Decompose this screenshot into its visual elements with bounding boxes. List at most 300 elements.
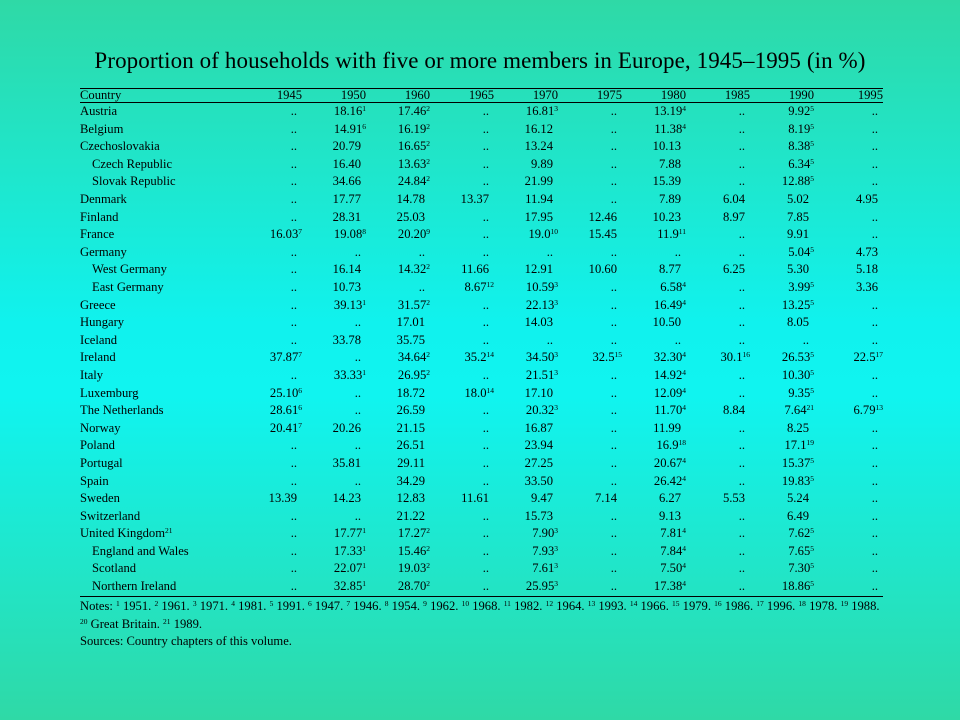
footnote-marker: 1 bbox=[362, 104, 366, 114]
table-cell: .. bbox=[738, 279, 745, 294]
table-cell: .. bbox=[738, 438, 745, 453]
table-cell: .. bbox=[354, 508, 361, 523]
table-cell: 13.37 bbox=[460, 192, 489, 207]
table-cell: 7.30$^5$ bbox=[788, 561, 814, 576]
footnote-marker: 2 bbox=[426, 561, 430, 571]
row-label: France bbox=[80, 227, 115, 242]
table-cell: 34.64$^2$ bbox=[397, 350, 430, 365]
table-cell: .. bbox=[610, 438, 617, 453]
table-cell: 15.73 bbox=[524, 508, 553, 523]
table-cell: .. bbox=[738, 227, 745, 242]
table-cell: 11.94 bbox=[525, 192, 553, 207]
table-cell: .. bbox=[290, 174, 297, 189]
table-cell: .. bbox=[738, 174, 745, 189]
table-cell: .. bbox=[802, 332, 809, 347]
table-cell: 23.94 bbox=[524, 438, 553, 453]
footnote-marker: 2 bbox=[426, 156, 430, 166]
table-cell: .. bbox=[354, 403, 361, 418]
table-cell: .. bbox=[418, 279, 425, 294]
footnote-item: $^{15}$ 1979. bbox=[672, 599, 711, 613]
table-cell: .. bbox=[610, 174, 617, 189]
footnote-marker: 13 bbox=[875, 403, 883, 413]
table-cell: .. bbox=[871, 209, 878, 224]
table-notes bbox=[80, 598, 890, 651]
footnote-marker: 4 bbox=[682, 473, 686, 483]
table-cell: .. bbox=[482, 561, 489, 576]
table-cell: .. bbox=[871, 121, 878, 136]
table-cell: 13.63$^2$ bbox=[397, 156, 430, 171]
footnote-marker: 11 bbox=[678, 227, 686, 237]
table-cell: .. bbox=[290, 279, 297, 294]
table-cell: 9.13 bbox=[658, 508, 681, 523]
row-label: The Netherlands bbox=[80, 403, 164, 418]
table-cell: 34.66 bbox=[332, 174, 361, 189]
table-cell: .. bbox=[610, 156, 617, 171]
table-cell: 5.30 bbox=[786, 262, 809, 277]
table-cell: .. bbox=[290, 156, 297, 171]
footnote-item: $^8$ 1954. bbox=[384, 599, 421, 613]
table-cell: 8.77 bbox=[658, 262, 681, 277]
table-cell: 4.95 bbox=[855, 192, 878, 207]
row-label: Austria bbox=[80, 104, 118, 119]
table-row bbox=[80, 543, 883, 561]
table-cell: .. bbox=[482, 315, 489, 330]
table-cell: 6.79$^{13}$ bbox=[853, 403, 883, 418]
row-label: Portugal bbox=[80, 455, 123, 470]
table-cell: 26.95$^2$ bbox=[397, 367, 430, 382]
table-row bbox=[80, 173, 883, 191]
table-cell: 12.88$^5$ bbox=[781, 174, 814, 189]
footnote-item: $^{20}$ Great Britain. bbox=[80, 616, 160, 631]
table-header-row bbox=[80, 89, 883, 103]
row-label: Denmark bbox=[80, 192, 127, 207]
footnote-marker: 2 bbox=[426, 350, 430, 360]
table-cell: 8.84 bbox=[722, 403, 745, 418]
table-cell: 16.81$^3$ bbox=[525, 104, 558, 119]
table-cell: .. bbox=[354, 473, 361, 488]
footnote-marker: 4 bbox=[682, 579, 686, 589]
footnote-marker: 18 bbox=[678, 438, 686, 448]
table-cell: .. bbox=[738, 526, 745, 541]
table-cell: 7.50$^4$ bbox=[660, 561, 686, 576]
table-cell: 5.04$^5$ bbox=[788, 244, 814, 259]
column-header-1980: 1980 bbox=[660, 88, 686, 102]
table-cell: 8.19$^5$ bbox=[788, 121, 814, 136]
table-cell: .. bbox=[738, 455, 745, 470]
footnote-marker: 1 bbox=[362, 526, 366, 536]
table-cell: 6.34$^5$ bbox=[788, 156, 814, 171]
table-cell: .. bbox=[871, 367, 878, 382]
table-cell: 9.91 bbox=[786, 227, 809, 242]
table-row bbox=[80, 455, 883, 473]
row-label: Hungary bbox=[80, 315, 125, 330]
table-cell: 26.42$^4$ bbox=[653, 473, 686, 488]
table-row bbox=[80, 314, 883, 332]
table-cell: 7.61$^3$ bbox=[532, 561, 558, 576]
table-cell: .. bbox=[610, 420, 617, 435]
table-cell: 8.05 bbox=[786, 315, 809, 330]
table-cell: .. bbox=[610, 104, 617, 119]
footnote-marker: 3 bbox=[554, 297, 558, 307]
footnote-marker: 2 bbox=[426, 297, 430, 307]
footnote-marker: 5 bbox=[810, 385, 814, 395]
footnote-item: $^2$ 1961. bbox=[154, 599, 190, 613]
footnote-marker: 3 bbox=[554, 526, 558, 536]
data-table-container bbox=[80, 88, 883, 597]
footnote-marker: 5 bbox=[810, 350, 814, 360]
table-row bbox=[80, 297, 883, 315]
table-cell: 18.86$^5$ bbox=[781, 579, 814, 594]
table-cell: .. bbox=[290, 543, 297, 558]
table-cell: .. bbox=[610, 244, 617, 259]
footnote-marker: 4 bbox=[682, 385, 686, 395]
footnote-marker: 4 bbox=[682, 561, 686, 571]
footnote-marker: 8 bbox=[362, 227, 366, 237]
footnote-marker: 4 bbox=[682, 350, 686, 360]
table-row bbox=[80, 279, 883, 297]
table-cell: .. bbox=[482, 174, 489, 189]
table-cell: .. bbox=[610, 526, 617, 541]
table-cell: .. bbox=[610, 579, 617, 594]
table-cell: .. bbox=[738, 244, 745, 259]
footnote-marker: 6 bbox=[298, 403, 302, 413]
table-cell: .. bbox=[482, 156, 489, 171]
table-cell: 19.08$^8$ bbox=[333, 227, 366, 242]
row-label: Northern Ireland bbox=[92, 579, 177, 594]
footnote-marker: 15 bbox=[614, 350, 622, 360]
footnote-item: $^5$ 1991. bbox=[269, 599, 305, 613]
table-cell: .. bbox=[482, 438, 489, 453]
footnote-item: $^{13}$ 1993. bbox=[587, 599, 627, 613]
table-cell: 9.92$^5$ bbox=[788, 104, 814, 119]
footnote-marker: 16 bbox=[742, 350, 750, 360]
table-cell: .. bbox=[290, 244, 297, 259]
table-cell: .. bbox=[354, 315, 361, 330]
table-cell: .. bbox=[482, 367, 489, 382]
table-row bbox=[80, 472, 883, 490]
table-cell: 12.91 bbox=[524, 262, 553, 277]
table-cell: .. bbox=[610, 561, 617, 576]
table-cell: 16.14 bbox=[332, 262, 361, 277]
row-label: Spain bbox=[80, 473, 109, 488]
table-cell: 3.99$^5$ bbox=[788, 279, 814, 294]
table-row bbox=[80, 525, 883, 543]
table-cell: 3.36 bbox=[855, 279, 878, 294]
footnote-marker: 4 bbox=[682, 367, 686, 377]
table-cell: 6.49 bbox=[786, 508, 809, 523]
footnote-marker: 4 bbox=[682, 526, 686, 536]
table-cell: 17.46$^2$ bbox=[397, 104, 430, 119]
table-cell: 17.10 bbox=[524, 385, 553, 400]
table-cell: .. bbox=[610, 473, 617, 488]
footnote-marker: 7 bbox=[298, 227, 302, 237]
footnote-marker: 14 bbox=[486, 385, 494, 395]
footnote-marker: 4 bbox=[682, 543, 686, 553]
row-label: Sweden bbox=[80, 491, 120, 506]
table-cell: .. bbox=[482, 420, 489, 435]
row-label: West Germany bbox=[92, 262, 167, 277]
table-cell: .. bbox=[482, 227, 489, 242]
table-row bbox=[80, 191, 883, 209]
footnote-marker: 5 bbox=[810, 543, 814, 553]
table-cell: 17.77 bbox=[332, 192, 361, 207]
table-row bbox=[80, 490, 883, 508]
footnote-marker: 10 bbox=[550, 227, 558, 237]
footnote-item: $^{21}$ 1989. bbox=[163, 616, 203, 631]
table-cell: 32.30$^4$ bbox=[653, 350, 686, 365]
table-row bbox=[80, 420, 883, 438]
footnote-item: $^6$ 1947. bbox=[308, 599, 344, 613]
table-cell: .. bbox=[290, 561, 297, 576]
footnote-marker: 3 bbox=[554, 104, 558, 114]
table-cell: 35.75 bbox=[396, 332, 425, 347]
table-cell: 15.46$^2$ bbox=[397, 543, 430, 558]
table-cell: .. bbox=[738, 367, 745, 382]
table-cell: .. bbox=[290, 508, 297, 523]
table-cell: 17.95 bbox=[524, 209, 553, 224]
notes-label: Notes: bbox=[80, 599, 113, 613]
footnote-marker: 2 bbox=[426, 367, 430, 377]
table-cell: .. bbox=[871, 526, 878, 541]
footnote-marker: 2 bbox=[426, 121, 430, 131]
table-row bbox=[80, 402, 883, 420]
table-cell: .. bbox=[290, 121, 297, 136]
table-cell: .. bbox=[738, 156, 745, 171]
footnote-marker: 5 bbox=[810, 279, 814, 289]
table-cell: .. bbox=[290, 192, 297, 207]
table-cell: .. bbox=[871, 491, 878, 506]
table-cell: 15.37$^5$ bbox=[781, 455, 814, 470]
table-cell: .. bbox=[738, 332, 745, 347]
footnote-marker: 2 bbox=[426, 543, 430, 553]
table-cell: 15.45 bbox=[588, 227, 617, 242]
table-cell: 12.83 bbox=[396, 491, 425, 506]
table-cell: .. bbox=[290, 315, 297, 330]
table-cell: 13.39 bbox=[268, 491, 297, 506]
footnote-marker: 5 bbox=[810, 473, 814, 483]
table-cell: 18.0$^{14}$ bbox=[464, 385, 494, 400]
footnote-marker: 1 bbox=[362, 367, 366, 377]
table-cell: 10.60 bbox=[588, 262, 617, 277]
column-header-1975: 1975 bbox=[596, 88, 622, 102]
table-row bbox=[80, 385, 883, 403]
footnote-marker: 4 bbox=[682, 104, 686, 114]
table-cell: 29.11 bbox=[397, 455, 425, 470]
footnote-marker: 17 bbox=[875, 350, 883, 360]
table-cell: 15.39 bbox=[652, 174, 681, 189]
table-cell: 19.03$^2$ bbox=[397, 561, 430, 576]
footnote-marker: 3 bbox=[554, 561, 558, 571]
footnote-item: $^{17}$ 1996. bbox=[756, 599, 796, 613]
footnote-marker: 7 bbox=[298, 350, 302, 360]
table-row bbox=[80, 156, 883, 174]
table-cell: .. bbox=[482, 543, 489, 558]
table-cell: .. bbox=[871, 139, 878, 154]
row-label: Czech Republic bbox=[92, 156, 173, 171]
table-cell: 17.27$^2$ bbox=[397, 526, 430, 541]
table-cell: .. bbox=[482, 297, 489, 312]
footnote-marker: 1 bbox=[362, 579, 366, 589]
table-cell: 28.31 bbox=[332, 209, 361, 224]
table-cell: 7.88 bbox=[658, 156, 681, 171]
table-cell: 20.79 bbox=[332, 139, 361, 154]
table-cell: 11.66 bbox=[461, 262, 489, 277]
row-label: Norway bbox=[80, 420, 121, 435]
table-row bbox=[80, 367, 883, 385]
table-cell: .. bbox=[290, 139, 297, 154]
table-cell: 11.38$^4$ bbox=[654, 121, 686, 136]
table-cell: .. bbox=[482, 121, 489, 136]
table-cell: 5.18 bbox=[855, 262, 878, 277]
table-cell: 32.5$^{15}$ bbox=[592, 350, 622, 365]
column-header-1945: 1945 bbox=[276, 88, 302, 102]
table-cell: 34.29 bbox=[396, 473, 425, 488]
table-cell: .. bbox=[610, 403, 617, 418]
footnote-marker: 5 bbox=[810, 244, 814, 254]
table-cell: .. bbox=[871, 315, 878, 330]
table-cell: 7.64$^{21}$ bbox=[784, 403, 814, 418]
table-cell: .. bbox=[482, 473, 489, 488]
footnote-marker: 5 bbox=[810, 579, 814, 589]
table-cell: .. bbox=[610, 139, 617, 154]
footnote-marker: 21 bbox=[806, 403, 814, 413]
footnote-marker: 3 bbox=[554, 367, 558, 377]
table-row bbox=[80, 103, 883, 121]
footnote-marker: 2 bbox=[426, 104, 430, 114]
table-cell: 11.70$^4$ bbox=[654, 403, 686, 418]
table-cell: 7.93$^3$ bbox=[532, 543, 558, 558]
table-cell: .. bbox=[482, 455, 489, 470]
table-cell: 11.9$^{11}$ bbox=[657, 227, 686, 242]
footnote-item: $^1$ 1951. bbox=[116, 599, 152, 613]
footnote-marker: 3 bbox=[554, 579, 558, 589]
table-row bbox=[80, 244, 883, 262]
table-cell: 14.32$^2$ bbox=[397, 262, 430, 277]
footnote-marker: 5 bbox=[810, 455, 814, 465]
row-label: Poland bbox=[80, 438, 115, 453]
table-cell: 24.84$^2$ bbox=[397, 174, 430, 189]
footnote-marker: 5 bbox=[810, 174, 814, 184]
table-cell: 7.65$^5$ bbox=[788, 543, 814, 558]
table-cell: 33.78 bbox=[332, 332, 361, 347]
table-cell: 10.59$^3$ bbox=[525, 279, 558, 294]
footnote-item: $^{12}$ 1964. bbox=[545, 599, 585, 613]
table-cell: 22.13$^3$ bbox=[525, 297, 558, 312]
table-cell: 8.67$^{12}$ bbox=[464, 279, 494, 294]
table-cell: 10.50 bbox=[652, 315, 681, 330]
row-label: Switzerland bbox=[80, 508, 141, 523]
row-label: Finland bbox=[80, 209, 119, 224]
footnote-marker: 7 bbox=[298, 420, 302, 430]
table-cell: 9.47 bbox=[530, 491, 553, 506]
table-cell: 18.16$^1$ bbox=[333, 104, 366, 119]
table-cell: 8.97 bbox=[722, 209, 745, 224]
footnote-marker: 12 bbox=[486, 279, 494, 289]
table-cell: .. bbox=[290, 209, 297, 224]
footnote-marker: 9 bbox=[426, 227, 430, 237]
table-cell: .. bbox=[738, 579, 745, 594]
footnote-marker: 5 bbox=[810, 297, 814, 307]
page-title: Proportion of households with five or more members in Europe, 1945–1995 (in %) bbox=[94, 48, 866, 73]
table-cell: 20.32$^3$ bbox=[525, 403, 558, 418]
table-cell: .. bbox=[738, 420, 745, 435]
table-row bbox=[80, 121, 883, 139]
table-cell: 8.38$^5$ bbox=[788, 139, 814, 154]
table-cell: .. bbox=[482, 403, 489, 418]
footnote-marker: 2 bbox=[426, 526, 430, 536]
row-label: Iceland bbox=[80, 332, 118, 347]
footnote-marker: 5 bbox=[810, 561, 814, 571]
footnote-marker: 5 bbox=[810, 367, 814, 377]
table-cell: 26.51 bbox=[396, 438, 425, 453]
table-cell: .. bbox=[871, 579, 878, 594]
table-cell: .. bbox=[482, 209, 489, 224]
table-cell: 16.65$^2$ bbox=[397, 139, 430, 154]
table-cell: .. bbox=[738, 104, 745, 119]
table-cell: 22.07$^1$ bbox=[333, 561, 366, 576]
table-cell: .. bbox=[482, 104, 489, 119]
table-cell: 7.81$^4$ bbox=[660, 526, 686, 541]
table-cell: .. bbox=[546, 332, 553, 347]
table-cell: .. bbox=[871, 561, 878, 576]
row-label: Ireland bbox=[80, 350, 116, 365]
table-cell: .. bbox=[871, 297, 878, 312]
table-cell: 12.46 bbox=[588, 209, 617, 224]
table-cell: 28.61$^6$ bbox=[269, 403, 302, 418]
table-cell: 16.87 bbox=[524, 420, 553, 435]
table-cell: .. bbox=[738, 315, 745, 330]
table-cell: 16.49$^4$ bbox=[653, 297, 686, 312]
table-row bbox=[80, 261, 883, 279]
table-cell: 10.30$^5$ bbox=[781, 367, 814, 382]
table-cell: 6.25 bbox=[722, 262, 745, 277]
footnote-marker: 4 bbox=[682, 403, 686, 413]
footnote-item: $^4$ 1981. bbox=[231, 599, 267, 613]
table-cell: .. bbox=[674, 332, 681, 347]
table-cell: .. bbox=[610, 385, 617, 400]
table-cell: 21.51$^3$ bbox=[525, 367, 558, 382]
footnote-marker: 2 bbox=[426, 262, 430, 272]
table-cell: 19.0$^{10}$ bbox=[528, 227, 558, 242]
table-cell: 7.85 bbox=[786, 209, 809, 224]
table-cell: .. bbox=[610, 332, 617, 347]
household-size-table bbox=[80, 88, 883, 597]
footnote-item: $^9$ 1962. bbox=[423, 599, 459, 613]
table-cell: .. bbox=[290, 104, 297, 119]
table-row bbox=[80, 578, 883, 596]
table-row bbox=[80, 332, 883, 350]
table-cell: .. bbox=[738, 508, 745, 523]
table-cell: .. bbox=[738, 139, 745, 154]
table-cell: 26.53$^5$ bbox=[781, 350, 814, 365]
table-cell: .. bbox=[354, 244, 361, 259]
table-cell: 6.04 bbox=[722, 192, 745, 207]
table-cell: 27.25 bbox=[524, 455, 553, 470]
footnote-item: $^{16}$ 1986. bbox=[714, 599, 754, 613]
row-label: Greece bbox=[80, 297, 116, 312]
table-cell: .. bbox=[871, 473, 878, 488]
footnote-marker: 2 bbox=[426, 174, 430, 184]
table-cell: .. bbox=[290, 455, 297, 470]
table-cell: 14.92$^4$ bbox=[653, 367, 686, 382]
row-label: Scotland bbox=[92, 561, 137, 576]
row-label: Germany bbox=[80, 244, 127, 259]
column-header-1990: 1990 bbox=[788, 88, 814, 102]
table-cell: 13.19$^4$ bbox=[653, 104, 686, 119]
footnote-item: $^{11}$ 1982. bbox=[503, 599, 543, 613]
table-cell: 25.95$^3$ bbox=[525, 579, 558, 594]
table-cell: .. bbox=[610, 455, 617, 470]
